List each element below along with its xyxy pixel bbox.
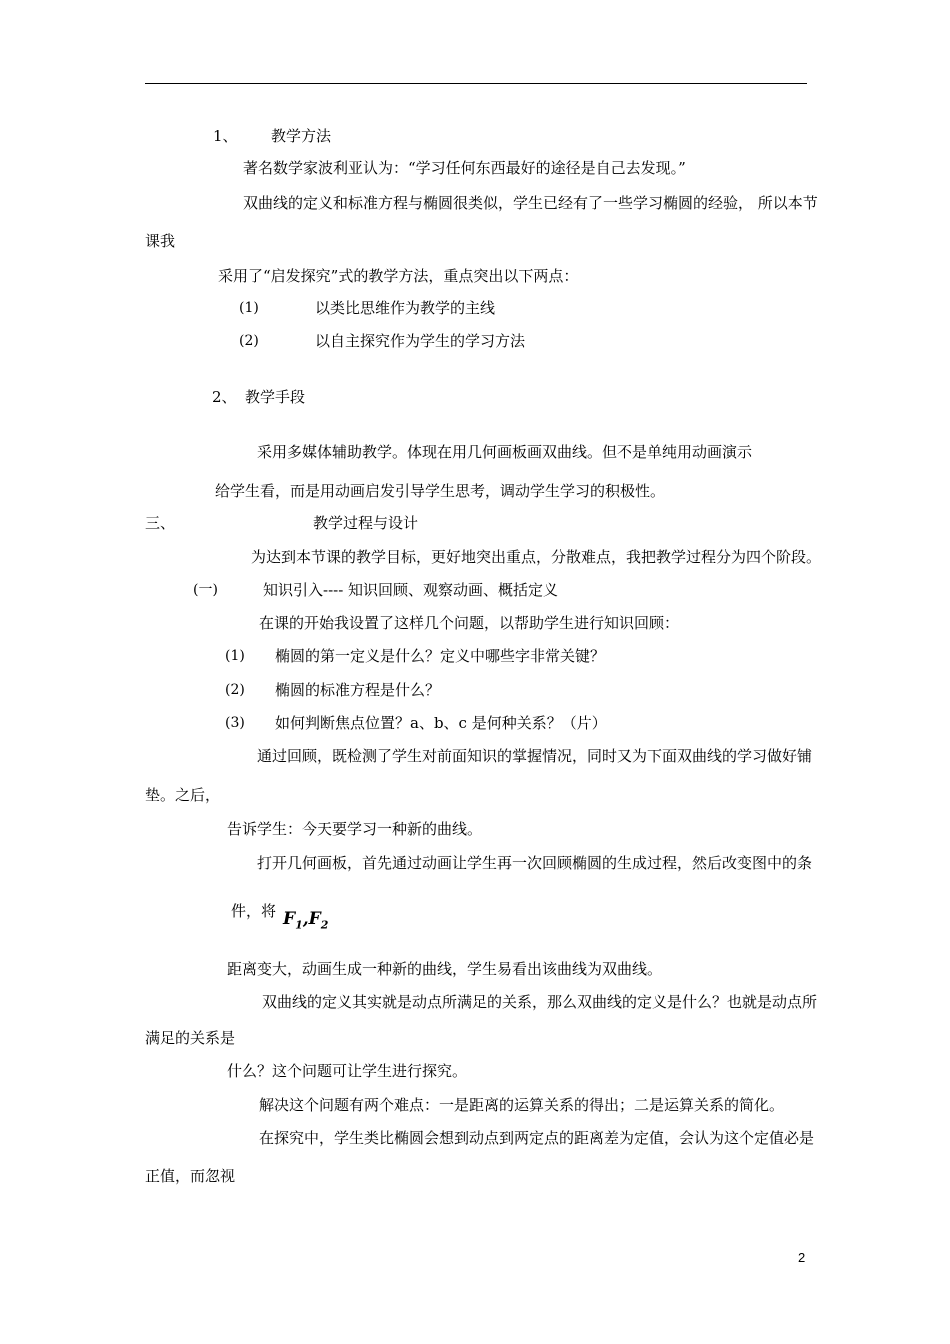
section-heading: 教学手段 bbox=[245, 388, 306, 406]
list-number: (3) bbox=[225, 715, 245, 731]
paragraph-line: 双曲线的定义和标准方程与椭圆很类似，学生已经有了一些学习椭圆的经验， 所以本节 bbox=[243, 194, 818, 212]
paragraph-line: 双曲线的定义其实就是动点所满足的关系，那么双曲线的定义是什么？也就是动点所 bbox=[262, 993, 818, 1011]
formula-subscript: 1 bbox=[295, 918, 303, 932]
section-heading: 教学过程与设计 bbox=[313, 514, 419, 532]
formula-symbol: F bbox=[283, 909, 296, 929]
paragraph-line: 著名数学家波利亚认为：“学习任何东西最好的途径是自己去发现。” bbox=[243, 159, 686, 177]
formula-symbol: F bbox=[308, 909, 321, 929]
formula-subscript: 2 bbox=[320, 918, 329, 932]
list-item: 椭圆的第一定义是什么？定义中哪些字非常关键？ bbox=[275, 647, 606, 665]
section-heading: 教学方法 bbox=[271, 127, 332, 145]
paragraph-line: 打开几何画板，首先通过动画让学生再一次回顾椭圆的生成过程，然后改变图中的条 bbox=[257, 854, 813, 872]
paragraph-line: 垫。之后， bbox=[145, 786, 221, 804]
list-item: 椭圆的标准方程是什么？ bbox=[275, 681, 441, 699]
paragraph-line: 在课的开始我设置了这样几个问题，以帮助学生进行知识回顾： bbox=[259, 614, 680, 632]
paragraph-line: 课我 bbox=[145, 232, 176, 250]
subsection-number: (一) bbox=[193, 582, 218, 598]
paragraph-line: 解决这个问题有两个难点：一是距离的运算关系的得出；二是运算关系的简化。 bbox=[259, 1096, 785, 1114]
section-number: 三、 bbox=[145, 514, 176, 532]
list-item: 以类比思维作为教学的主线 bbox=[315, 299, 496, 317]
formula-comma: , bbox=[302, 909, 309, 929]
paragraph-line: 通过回顾，既检测了学生对前面知识的掌握情况，同时又为下面双曲线的学习做好铺 bbox=[257, 747, 813, 765]
paragraph-line: 采用多媒体辅助教学。体现在用几何画板画双曲线。但不是单纯用动画演示 bbox=[257, 443, 753, 461]
paragraph-line: 为达到本节课的教学目标，更好地突出重点，分散难点，我把教学过程分为四个阶段。 bbox=[251, 548, 822, 566]
paragraph-line: 告诉学生：今天要学习一种新的曲线。 bbox=[227, 820, 483, 838]
list-number: (1) bbox=[225, 648, 245, 664]
list-number: (2) bbox=[239, 333, 259, 349]
list-number: (1) bbox=[239, 300, 259, 316]
list-item: 如何判断焦点位置？a、b、c 是何种关系？（片） bbox=[275, 714, 607, 732]
page-number: 2 bbox=[798, 1250, 806, 1265]
paragraph-line: 什么？这个问题可让学生进行探究。 bbox=[227, 1062, 468, 1080]
paragraph-line: 件，将 bbox=[231, 902, 277, 920]
header-rule bbox=[145, 83, 807, 84]
formula-f1-f2 bbox=[283, 909, 328, 931]
paragraph-line: 给学生看，而是用动画启发引导学生思考，调动学生学习的积极性。 bbox=[215, 482, 666, 500]
section-number: 1、 bbox=[213, 127, 238, 145]
paragraph-line: 满足的关系是 bbox=[145, 1029, 236, 1047]
paragraph-line: 在探究中，学生类比椭圆会想到动点到两定点的距离差为定值，会认为这个定值必是 bbox=[259, 1129, 815, 1147]
paragraph-line: 距离变大，动画生成一种新的曲线，学生易看出该曲线为双曲线。 bbox=[227, 960, 663, 978]
list-number: (2) bbox=[225, 682, 245, 698]
section-number: 2、 bbox=[212, 388, 237, 406]
list-item: 以自主探究作为学生的学习方法 bbox=[315, 332, 526, 350]
paragraph-line: 采用了“启发探究”式的教学方法，重点突出以下两点： bbox=[218, 267, 579, 285]
subsection-heading: 知识引入---- 知识回顾、观察动画、概括定义 bbox=[263, 581, 559, 599]
paragraph-line: 正值，而忽视 bbox=[145, 1167, 236, 1185]
